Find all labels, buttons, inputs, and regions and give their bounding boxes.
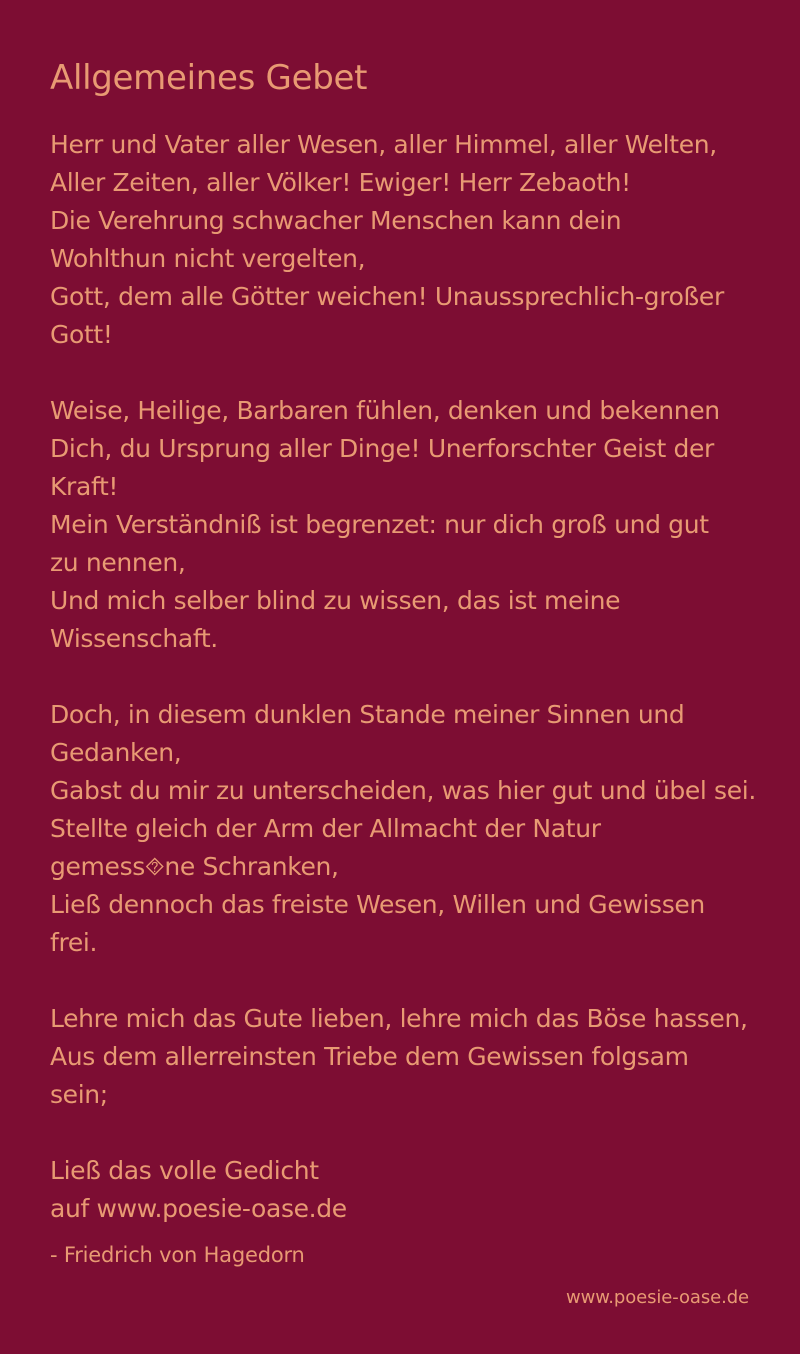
poem-line: Wissenschaft. <box>50 624 218 653</box>
poem-line: Stellte gleich der Arm der Allmacht der Natur <box>50 814 601 843</box>
poem-line: Aus dem allerreinsten Triebe dem Gewissen folgsam <box>50 1042 689 1071</box>
poem-line: Doch, in diesem dunklen Stande meiner Sinnen und <box>50 700 685 729</box>
poem-line: Die Verehrung schwacher Menschen kann dein <box>50 206 622 235</box>
poem-line: Dich, du Ursprung aller Dinge! Unerforschter Geist der <box>50 434 714 463</box>
poem-line: zu nennen, <box>50 548 186 577</box>
poem-line: sein; <box>50 1080 108 1109</box>
poem-line: Gabst du mir zu unterscheiden, was hier gut und übel sei. <box>50 776 756 805</box>
poem-line: Gedanken, <box>50 738 182 767</box>
poem-author: - Friedrich von Hagedorn <box>50 1243 305 1267</box>
poem-line: Kraft! <box>50 472 119 501</box>
stanza-2 <box>50 392 765 658</box>
poem-line: Gott! <box>50 320 113 349</box>
read-more-note <box>50 1152 765 1228</box>
website-watermark: www.poesie-oase.de <box>566 1287 749 1308</box>
stanza-1 <box>50 126 765 354</box>
poem-line: Weise, Heilige, Barbaren fühlen, denken und bekennen <box>50 396 720 425</box>
poem-line: frei. <box>50 928 98 957</box>
poem-line: Und mich selber blind zu wissen, das ist meine <box>50 586 621 615</box>
poem-line: Aller Zeiten, aller Völker! Ewiger! Herr Zebaoth! <box>50 168 631 197</box>
poem-line: Herr und Vater aller Wesen, aller Himmel, aller Welten, <box>50 130 717 159</box>
poem-line: Wohlthun nicht vergelten, <box>50 244 366 273</box>
stanza-4 <box>50 1000 765 1114</box>
read-more-link: auf www.poesie-oase.de <box>50 1194 347 1223</box>
poem-line: Mein Verständniß ist begrenzet: nur dich groß und gut <box>50 510 709 539</box>
poem-card <box>50 56 765 1270</box>
poem-line: Gott, dem alle Götter weichen! Unaussprechlich-großer <box>50 282 724 311</box>
poem-line: gemess⯑ne Schranken, <box>50 852 339 881</box>
poem-line: Lehre mich das Gute lieben, lehre mich das Böse hassen, <box>50 1004 748 1033</box>
poem-title: Allgemeines Gebet <box>50 58 368 98</box>
stanza-3 <box>50 696 765 962</box>
poem-body <box>50 126 765 1114</box>
poem-line: Ließ dennoch das freiste Wesen, Willen und Gewissen <box>50 890 705 919</box>
read-more-line: Ließ das volle Gedicht <box>50 1156 319 1185</box>
